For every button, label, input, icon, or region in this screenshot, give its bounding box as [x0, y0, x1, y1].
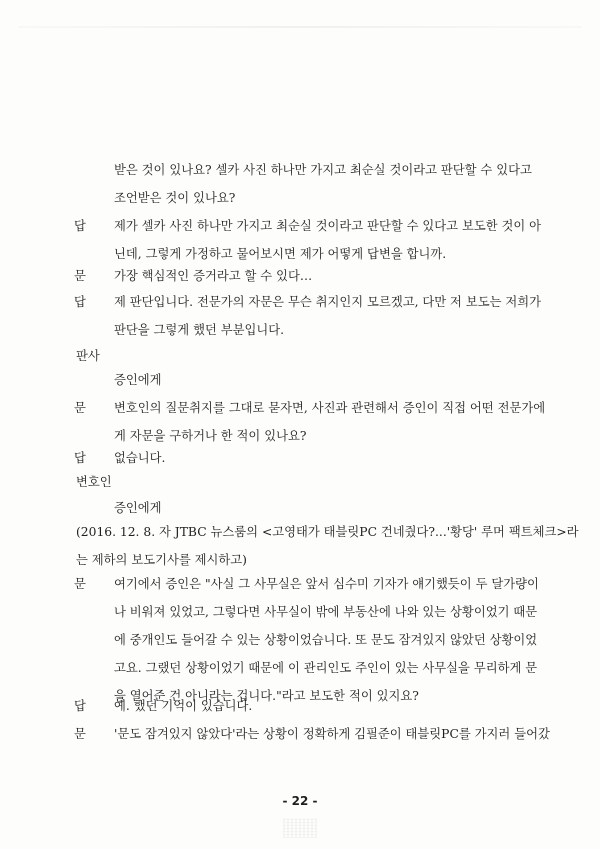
- qa-label: 답: [74, 219, 86, 233]
- text-line: 없습니다.: [114, 451, 166, 465]
- text-line: 닌데, 그렇게 가정하고 물어보시면 제가 어떻게 답변을 합니까.: [114, 247, 447, 261]
- qa-label: 문: [74, 577, 86, 591]
- speaker-judge: 판사: [76, 349, 100, 363]
- text-line: 에 중개인도 들어갈 수 있는 상황이었습니다. 또 문도 잠겨있지 않았던 상황이었: [114, 633, 538, 647]
- text-line: 을 열어준 건 아니라는 겁니다."라고 보도한 적이 있지요?: [114, 689, 419, 703]
- qa-label: 답: [74, 699, 86, 713]
- qa-entry-answer: [76, 212, 546, 268]
- qa-label: 답: [74, 295, 86, 309]
- text-line: 받은 것이 있나요? 셀카 사진 하나만 가지고 최순실 것이라고 판단할 수 있다고: [114, 163, 532, 177]
- qa-label: 문: [74, 401, 86, 415]
- qa-entry-question: [74, 720, 550, 748]
- text-line: 예. 했던 기억이 있습니다.: [114, 699, 253, 713]
- text-line: 제 판단입니다. 전문가의 자문은 무슨 취지인지 모르겠고, 다만 저 보도는 저희가: [114, 295, 542, 309]
- exhibit-note: [76, 518, 579, 574]
- text-line: 나 비워져 있었고, 그렇다면 사무실이 밖에 부동산에 나와 있는 상황이었기 때문: [114, 605, 538, 619]
- text-line: 조언받은 것이 있나요?: [114, 191, 236, 205]
- qa-label: 문: [74, 269, 86, 283]
- qa-entry-answer: [76, 692, 546, 720]
- text-line: 제가 셀카 사진 하나만 가지고 최순실 것이라고 판단할 수 있다고 보도한 것이 아: [114, 219, 542, 233]
- qa-entry-answer: [76, 288, 546, 344]
- text-line: (2016. 12. 8. 자 JTBC 뉴스룸의 <고영태가 태블릿PC 건네줬다?...'황당' 루머 팩트체크>라: [76, 525, 579, 539]
- qa-label: 답: [74, 451, 86, 465]
- text-line: 여기에서 증인은 "사실 그 사무실은 앞서 심수미 기자가 얘기했듯이 두 달가량이: [114, 577, 539, 591]
- qa-entry-continuation: [76, 156, 546, 212]
- qa-entry-answer: [76, 444, 546, 472]
- text-line: 는 제하의 보도기사를 제시하고): [76, 553, 247, 567]
- text-line: '문도 잠겨있지 않았다'라는 상황이 정확하게 김필준이 태블릿PC를 가지러 들어갔: [114, 727, 550, 741]
- faint-stamp-mark: [283, 818, 317, 838]
- text-line: 판단을 그렇게 했던 부분입니다.: [114, 323, 285, 337]
- text-line: 변호인의 질문취지를 그대로 묻자면, 사진과 관련해서 증인이 직접 어떤 전문가에: [114, 401, 546, 415]
- page-number: - 22 -: [282, 794, 318, 808]
- qa-label: 문: [74, 727, 86, 741]
- addressee-line: 증인에게: [114, 373, 162, 387]
- scan-edge-line: [18, 26, 582, 28]
- qa-entry-question: [76, 570, 546, 710]
- text-line: 고요. 그랬던 상황이었기 때문에 이 관리인도 주인이 있는 사무실을 무리하게 문: [114, 661, 538, 675]
- qa-entry-question: [76, 262, 546, 290]
- speaker-lawyer: 변호인: [76, 475, 112, 489]
- qa-entry-question: [76, 394, 546, 450]
- text-line: 가장 핵심적인 증거라고 할 수 있다…: [114, 269, 313, 283]
- text-line: 게 자문을 구하거나 한 적이 있나요?: [114, 429, 307, 443]
- addressee-line: 증인에게: [114, 501, 162, 515]
